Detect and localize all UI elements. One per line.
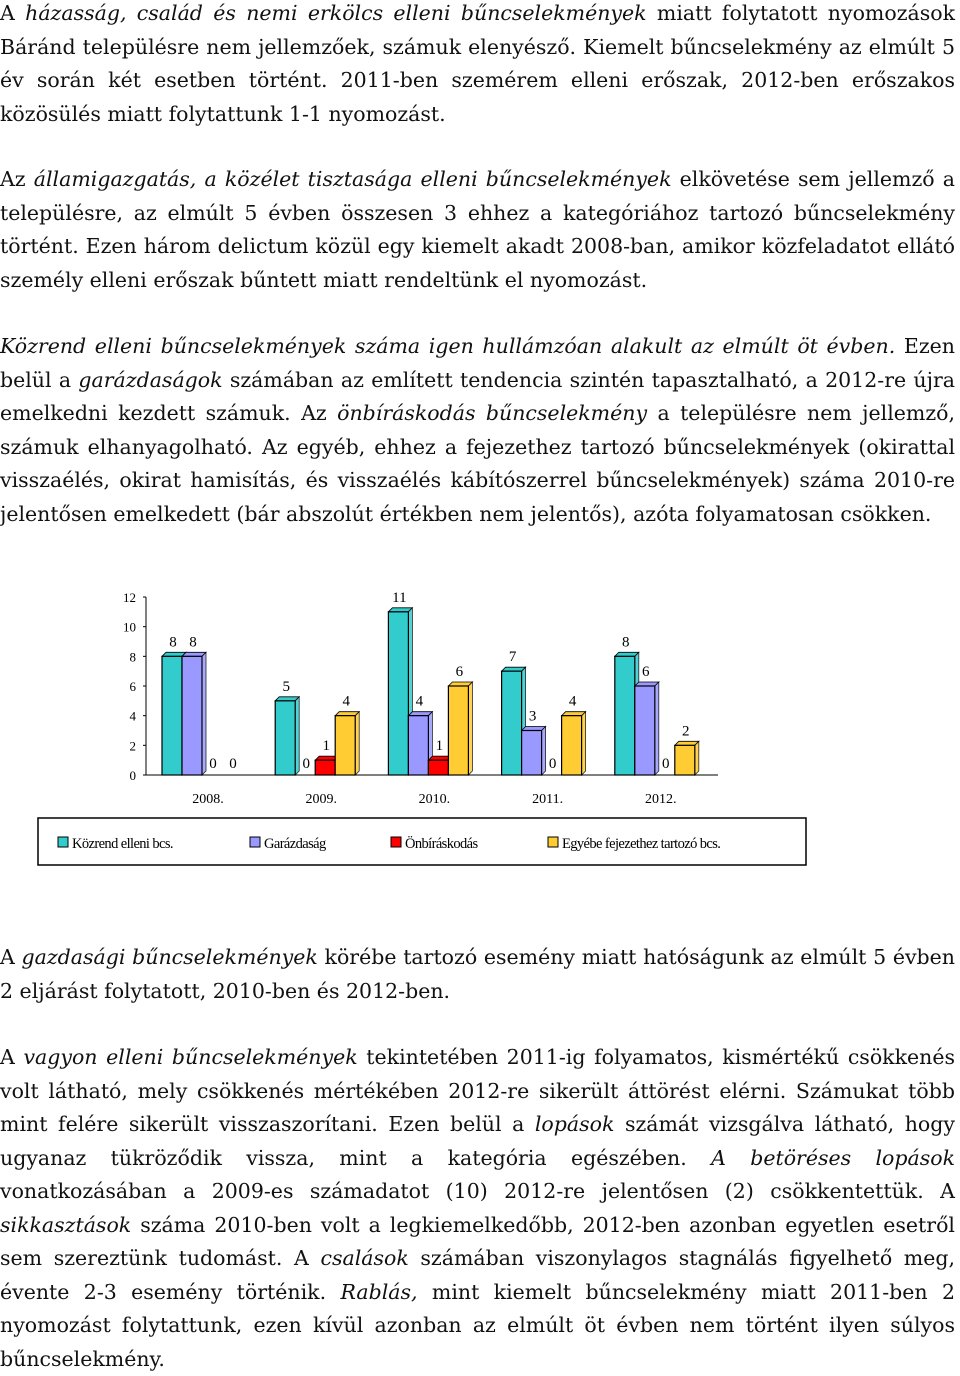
data-label: 7 bbox=[508, 649, 517, 666]
text: számában az említett tendencia szintén tapasztalható, a 2012-re újra emelkedni kezdett számuk. Az bbox=[0, 367, 956, 425]
bar bbox=[388, 612, 408, 775]
x-tick-label: 2012. bbox=[645, 792, 677, 807]
data-label: 0 bbox=[209, 756, 217, 772]
text: Az bbox=[0, 167, 34, 191]
data-label: 6 bbox=[642, 664, 650, 680]
paragraph-allamigazgatas bbox=[0, 163, 955, 297]
text: mint kiemelt bűncselekmény miatt 2011-ben 2 nyomozást folytattunk, ezen kívül azonban az elmúlt öt évben nem történt ilyen súlyos bűncselekmény. bbox=[0, 1279, 955, 1371]
bars bbox=[162, 608, 699, 775]
bar bbox=[315, 760, 335, 775]
data-label: 1 bbox=[322, 738, 330, 755]
bar-side bbox=[468, 682, 472, 775]
y-tick-label: 2 bbox=[129, 738, 136, 754]
text: A bbox=[0, 1045, 24, 1069]
legend-label: Garázdaság bbox=[264, 836, 326, 852]
data-label: 0 bbox=[662, 756, 670, 772]
legend-swatch bbox=[58, 837, 68, 847]
y-tick-label: 10 bbox=[123, 619, 136, 635]
data-label: 0 bbox=[302, 756, 310, 772]
bar bbox=[335, 716, 355, 775]
text: A bbox=[0, 1, 26, 25]
text: számában viszonylagos stagnálás figyelhető meg, évente 2-3 esemény történik. bbox=[0, 1246, 956, 1304]
emphasis: Közrend elleni bűncselekmények száma igen hullámzóan alakult az elmúlt öt évben. bbox=[0, 334, 896, 358]
legend bbox=[38, 818, 806, 865]
bar bbox=[562, 716, 582, 775]
x-tick-label: 2008. bbox=[192, 792, 224, 807]
crime-bar-chart bbox=[0, 575, 960, 885]
bar bbox=[182, 656, 202, 775]
bar bbox=[502, 671, 522, 775]
data-label: 0 bbox=[229, 756, 237, 772]
emphasis: házasság, család és nemi erkölcs elleni bűncselekmények bbox=[25, 1, 647, 25]
emphasis: lopások bbox=[534, 1112, 615, 1136]
data-label: 2 bbox=[682, 723, 690, 740]
emphasis: vagyon elleni bűncselekmények bbox=[23, 1045, 358, 1069]
emphasis: csalások bbox=[320, 1246, 409, 1270]
bar bbox=[428, 760, 448, 775]
y-tick-label: 0 bbox=[129, 768, 136, 783]
emphasis: garázdaságok bbox=[78, 367, 223, 392]
bar bbox=[635, 686, 655, 775]
data-label: 4 bbox=[342, 693, 350, 710]
y-axis bbox=[123, 590, 146, 783]
text: számát vizsgálva látható, hogy ugyanaz tükröződik vissza, mint a kategória egészében. bbox=[0, 1112, 955, 1170]
x-axis bbox=[146, 775, 718, 807]
text: száma 2010-ben volt a legkiemelkedőbb, 2012-ben azonban egyetlen esetről sem szereztünk tudomást. A bbox=[0, 1212, 955, 1270]
data-label: 4 bbox=[415, 693, 424, 710]
paragraph-gazdasagi bbox=[0, 941, 955, 1008]
bar-side bbox=[202, 652, 206, 775]
text: körébe tartozó esemény miatt hatóságunk az elmúlt 5 évben 2 eljárást folytatott, 2010-ben és 2012-ben. bbox=[0, 945, 955, 1003]
data-label: 3 bbox=[528, 708, 537, 725]
x-tick-label: 2011. bbox=[532, 792, 564, 807]
paragraph-hazassag bbox=[0, 0, 955, 131]
legend-label: Közrend elleni bcs. bbox=[72, 836, 173, 852]
y-tick-label: 4 bbox=[129, 708, 136, 724]
text: a településre nem jellemző, számuk elhanyagolható. Az egyéb, ehhez a fejezethez tartozó bűncselekmények (okirattal visszaélés, okirat hamisítás, és visszaélés kábítószerrel bűncselekmények) száma 2010-re jelentősen emelkedett (bár abszolút értékben nem jelentős), azóta folyamatosan csökken. bbox=[0, 401, 955, 526]
bar bbox=[162, 656, 182, 775]
emphasis: államigazgatás, a közélet tisztasága elleni bűncselekmények bbox=[33, 167, 672, 191]
data-label: 11 bbox=[392, 589, 407, 606]
data-label: 4 bbox=[568, 693, 577, 710]
bar bbox=[522, 731, 542, 776]
emphasis: A betöréses lopások bbox=[711, 1145, 955, 1170]
data-label: 1 bbox=[435, 738, 444, 755]
bar bbox=[408, 716, 428, 775]
emphasis: önbíráskodás bűncselekmény bbox=[337, 401, 648, 425]
emphasis: gazdasági bűncselekmények bbox=[21, 945, 318, 969]
y-tick-label: 8 bbox=[129, 649, 136, 665]
bar bbox=[615, 656, 635, 775]
data-label: 6 bbox=[455, 664, 464, 680]
bar-side bbox=[295, 697, 299, 775]
text: vonatkozásában a 2009-es számadatot (10) 2012-re jelentősen (2) csökkentettük. A bbox=[0, 1179, 955, 1203]
y-tick-label: 12 bbox=[123, 590, 136, 605]
data-label: 5 bbox=[282, 678, 290, 695]
text: miatt folytatott nyomozások Báránd településre nem jellemzőek, számuk elenyésző. Kiemelt bűncselekmény az elmúlt 5 év során két esetben történt. 2011-ben szemérem elleni erőszak, 2012-ben erőszakos közösülés miatt folytattunk 1-1 nyomozást. bbox=[0, 1, 956, 126]
legend-swatch bbox=[250, 837, 260, 847]
text: Ezen belül a bbox=[0, 334, 955, 392]
legend-swatch bbox=[548, 837, 558, 847]
bar bbox=[675, 745, 695, 775]
legend-label: Önbíráskodás bbox=[405, 836, 478, 852]
data-label: 0 bbox=[548, 756, 557, 772]
x-tick-label: 2010. bbox=[418, 792, 451, 807]
emphasis: sikkasztások bbox=[0, 1212, 132, 1237]
bar bbox=[448, 686, 468, 775]
bar-side bbox=[355, 712, 359, 775]
legend-swatch bbox=[391, 837, 401, 847]
x-tick-label: 2009. bbox=[305, 792, 337, 807]
data-label: 8 bbox=[189, 634, 197, 651]
data-label: 8 bbox=[169, 634, 177, 651]
emphasis: Rablás, bbox=[340, 1279, 418, 1304]
data-label: 8 bbox=[622, 634, 630, 651]
text: tekintetében 2011-ig folyamatos, kismértékű csökkenés volt látható, mely csökkenés mértékében 2012-re sikerült áttörést elérni. Számukat több mint felére sikerült visszaszorítani. Ezen belül a bbox=[0, 1045, 955, 1136]
text: elkövetése sem jellemző a településre, az elmúlt 5 évben összesen 3 ehhez a kategóriához tartozó bűncselekmény történt. Ezen három delictum közül egy kiemelt akadt 2008-ban, amikor közfeladatot ellátó személy elleni erőszak bűntett miatt rendeltünk el nyomozást. bbox=[0, 167, 955, 292]
text: A bbox=[0, 945, 22, 969]
bar bbox=[275, 701, 295, 775]
legend-label: Egyébe fejezethez tartozó bcs. bbox=[562, 836, 721, 852]
paragraph-vagyon bbox=[0, 1041, 955, 1376]
y-tick-label: 6 bbox=[129, 679, 136, 694]
paragraph-kozrend bbox=[0, 330, 955, 531]
